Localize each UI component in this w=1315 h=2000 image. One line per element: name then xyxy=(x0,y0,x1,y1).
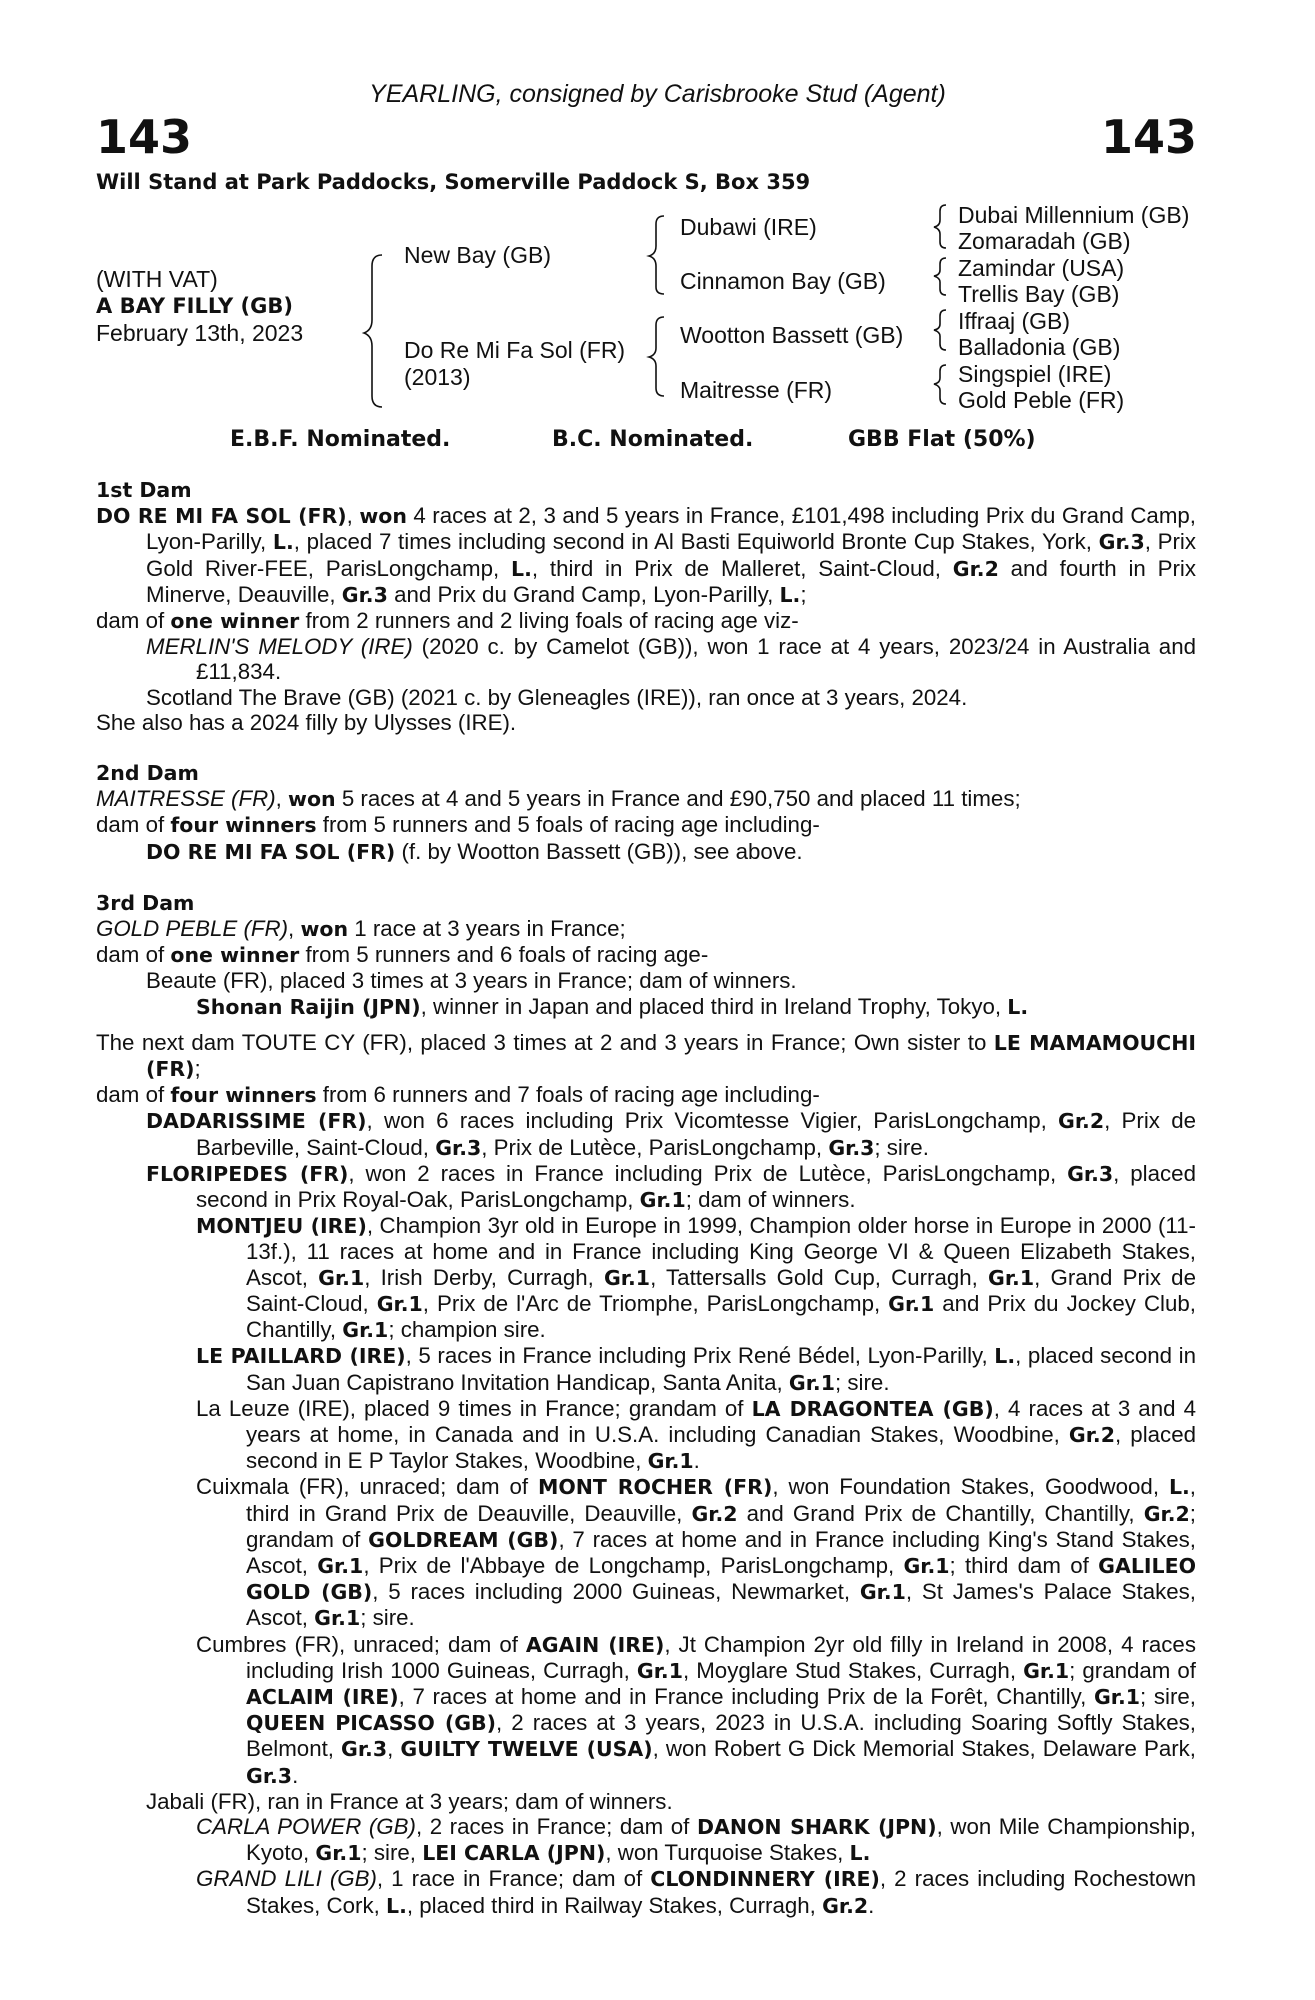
dam-name: Do Re Mi Fa Sol (FR) xyxy=(404,337,626,363)
first-dam-produce-1: MERLIN'S MELODY (IRE) (2020 c. by Camelot (GB)), won 1 race at 4 years, 2023/24 in Australia and £11,834. xyxy=(146,634,1196,685)
produce-jabali: Jabali (FR), ran in France at 3 years; dam of winners. xyxy=(146,1788,673,1814)
first-dam-record: DO RE MI FA SOL (FR), won 4 races at 2, 3 and 5 years in France, £101,498 including Prix du Grand Camp, Lyon-Parilly, L., placed 7 times including second in Al Basti Equiworld Bronte Cup Stakes, York, Gr.3, Prix Gold River-FEE, ParisLongchamp, L., third in Prix de Malleret, Saint-Cloud, Gr.2 and fourth in Prix Minerve, Deauville, Gr.3 and Prix du Grand Camp, Lyon-Parilly, L.; xyxy=(96,503,1197,607)
third-dam-produce-1: Beaute (FR), placed 3 times at 3 years in France; dam of winners. xyxy=(146,968,797,994)
vat-note: (WITH VAT) xyxy=(96,266,218,292)
third-dam-record: GOLD PEBLE (FR), won 1 race at 3 years in France; xyxy=(96,916,626,942)
first-dam-produce-2: Scotland The Brave (GB) (2021 c. by Gleneagles (IRE)), ran once at 3 years, 2024. xyxy=(146,684,968,710)
brace-dam xyxy=(649,317,664,396)
gg-1: Dubai Millennium (GB) xyxy=(958,202,1190,228)
dam-sire: Wootton Bassett (GB) xyxy=(680,322,904,348)
gg-2: Zomaradah (GB) xyxy=(958,228,1131,254)
produce-le-paillard: LE PAILLARD (IRE), 5 races in France including Prix René Bédel, Lyon-Parilly, L., placed second in San Juan Capistrano Invitation Handicap, Santa Anita, Gr.1; sire. xyxy=(196,1343,1196,1395)
produce-la-leuze: La Leuze (IRE), placed 9 times in France; grandam of LA DRAGONTEA (GB), 4 races at 3 and 4 years at home, in Canada and in U.S.A. including Canadian Stakes, Woodbine, Gr.2, placed second in E P Taylor Stakes, Woodbine, Gr.1. xyxy=(196,1395,1196,1474)
lot-title: A BAY FILLY (GB) xyxy=(96,294,293,318)
first-dam-produce-summary: dam of one winner from 2 runners and 2 living foals of racing age viz- xyxy=(96,608,799,634)
ebf-nominated: E.B.F. Nominated. xyxy=(230,427,451,452)
catalogue-body xyxy=(96,478,1196,1919)
third-dam-produce-summary: dam of one winner from 5 runners and 6 foals of racing age- xyxy=(96,942,709,968)
brace-g4 xyxy=(934,365,946,404)
sire-dam: Cinnamon Bay (GB) xyxy=(680,268,886,294)
foaling-date: February 13th, 2023 xyxy=(96,320,304,346)
third-dam-heading: 3rd Dam xyxy=(96,890,195,915)
next-dam-intro: The next dam TOUTE CY (FR), placed 3 times at 2 and 3 years in France; Own sister to LE MAMAMOUCHI (FR); xyxy=(96,1029,1196,1082)
dam-dam: Maitresse (FR) xyxy=(680,377,833,403)
stand-location: Will Stand at Park Paddocks, Somerville Paddock S, Box 359 xyxy=(96,170,811,194)
brace-subject xyxy=(364,255,382,407)
consignment-line: YEARLING, consigned by Carisbrooke Stud (Agent) xyxy=(369,80,946,108)
gg-8: Gold Peble (FR) xyxy=(958,387,1125,413)
lot-number-left: 143 xyxy=(96,110,193,164)
produce-cumbres: Cumbres (FR), unraced; dam of AGAIN (IRE), Jt Champion 2yr old filly in Ireland in 2008, 4 races including Irish 1000 Guineas, Curragh, Gr.1, Moyglare Stud Stakes, Curragh, Gr.1; grandam of ACLAIM (IRE), 7 races at home and in France including Prix de la Forêt, Chantilly, Gr.1; sire, QUEEN PICASSO (GB), 2 races at 3 years, 2023 in U.S.A. including Soaring Softly Stakes, Belmont, Gr.3, GUILTY TWELVE (USA), won Robert G Dick Memorial Stakes, Delaware Park, Gr.3. xyxy=(196,1631,1197,1788)
sire-name: New Bay (GB) xyxy=(404,242,551,268)
gg-4: Trellis Bay (GB) xyxy=(958,281,1120,307)
produce-carla-power: CARLA POWER (GB), 2 races in France; dam of DANON SHARK (JPN), won Mile Championship, Kyoto, Gr.1; sire, LEI CARLA (JPN), won Turquoise Stakes, L. xyxy=(196,1813,1196,1866)
dam-year: (2013) xyxy=(404,364,471,390)
produce-montjeu: MONTJEU (IRE), Champion 3yr old in Europe in 1999, Champion older horse in Europe in 2000 (11-13f.), 11 races at home and in France including King George VI & Queen Elizabeth Stakes, Ascot, Gr.1, Irish Derby, Curragh, Gr.1, Tattersalls Gold Cup, Curragh, Gr.1, Grand Prix de Saint-Cloud, Gr.1, Prix de l'Arc de Triomphe, ParisLongchamp, Gr.1 and Prix du Jockey Club, Chantilly, Gr.1; champion sire. xyxy=(196,1213,1196,1343)
brace-sire xyxy=(649,216,664,294)
brace-g2 xyxy=(934,258,946,295)
produce-floripedes: FLORIPEDES (FR), won 2 races in France including Prix de Lutèce, ParisLongchamp, Gr.3, placed second in Prix Royal-Oak, ParisLongchamp, Gr.1; dam of winners. xyxy=(146,1160,1196,1213)
second-dam-produce-summary: dam of four winners from 5 runners and 5 foals of racing age including- xyxy=(96,812,820,838)
produce-grand-lili: GRAND LILI (GB), 1 race in France; dam of CLONDINNERY (IRE), 2 races including Rochestown Stakes, Cork, L., placed third in Railway Stakes, Curragh, Gr.2. xyxy=(196,1866,1197,1918)
brace-g1 xyxy=(934,205,946,248)
second-dam-record: MAITRESSE (FR), won 5 races at 4 and 5 years in France and £90,750 and placed 11 times; xyxy=(96,786,1021,812)
lot-number-right: 143 xyxy=(1100,110,1197,164)
second-dam-produce-1: DO RE MI FA SOL (FR) (f. by Wootton Bassett (GB)), see above. xyxy=(146,838,803,864)
brace-g3 xyxy=(934,310,946,350)
produce-dadarissime: DADARISSIME (FR), won 6 races including Prix Vicomtesse Vigier, ParisLongchamp, Gr.2, Prix de Barbeville, Saint-Cloud, Gr.3, Prix de Lutèce, ParisLongchamp, Gr.3; sire. xyxy=(146,1108,1196,1160)
gbb-flat: GBB Flat (50%) xyxy=(848,427,1036,452)
second-dam-heading: 2nd Dam xyxy=(96,761,199,786)
bc-nominated: B.C. Nominated. xyxy=(552,427,754,452)
first-dam-also: She also has a 2024 filly by Ulysses (IRE). xyxy=(96,709,517,735)
third-dam-produce-2: Shonan Raijin (JPN), winner in Japan and placed third in Ireland Trophy, Tokyo, L. xyxy=(196,993,1029,1019)
produce-cuixmala: Cuixmala (FR), unraced; dam of MONT ROCHER (FR), won Foundation Stakes, Goodwood, L., third in Grand Prix de Deauville, Deauville, Gr.2 and Grand Prix de Chantilly, Chantilly, Gr.2; grandam of GOLDREAM (GB), 7 races at home and in France including King's Stand Stakes, Ascot, Gr.1, Prix de l'Abbaye de Longchamp, ParisLongchamp, Gr.1; third dam of GALILEO GOLD (GB), 5 races including 2000 Guineas, Newmarket, Gr.1, St James's Palace Stakes, Ascot, Gr.1; sire. xyxy=(196,1474,1197,1631)
gg-3: Zamindar (USA) xyxy=(958,255,1125,281)
first-dam-heading: 1st Dam xyxy=(96,478,192,502)
gg-6: Balladonia (GB) xyxy=(958,334,1121,360)
gg-7: Singspiel (IRE) xyxy=(958,361,1112,387)
sire-sire: Dubawi (IRE) xyxy=(680,214,817,240)
gg-5: Iffraaj (GB) xyxy=(958,308,1071,334)
next-dam-produce-summary: dam of four winners from 6 runners and 7 foals of racing age including- xyxy=(96,1082,820,1108)
